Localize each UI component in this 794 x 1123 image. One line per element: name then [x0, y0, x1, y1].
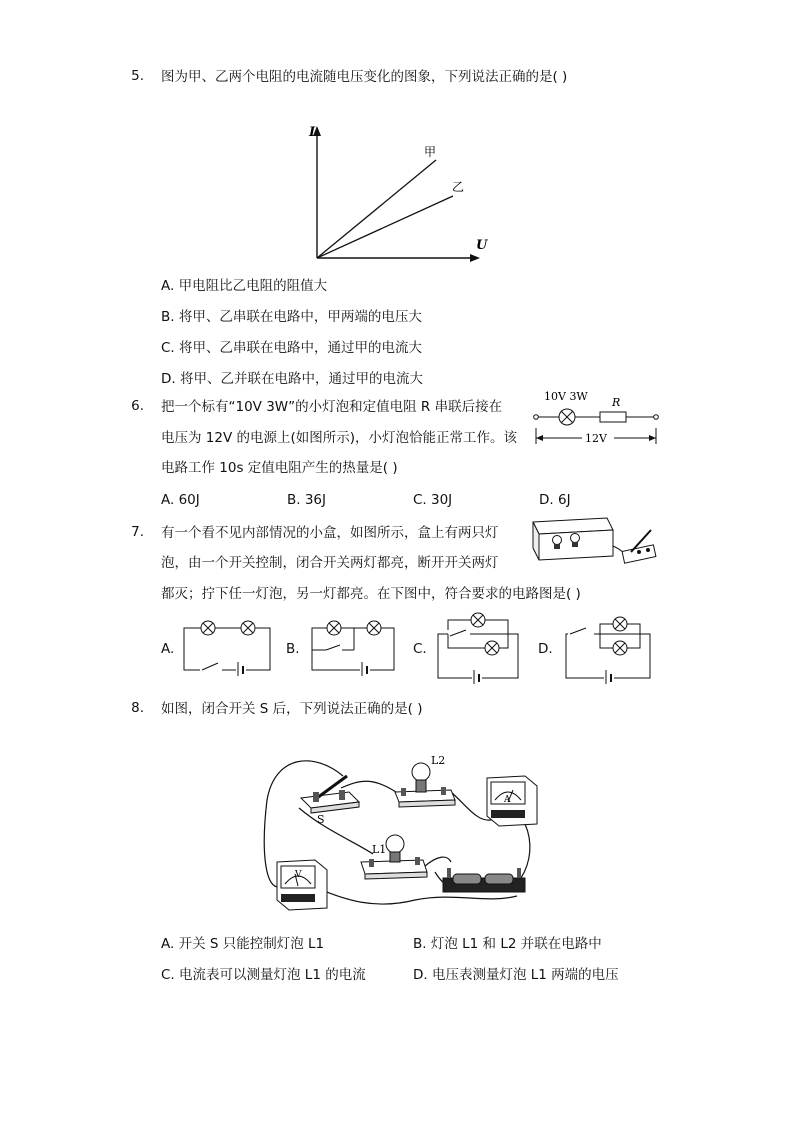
- q7-option-b: B.: [286, 641, 300, 657]
- line-jia: [317, 160, 436, 258]
- lamp2-terminal: [441, 787, 446, 795]
- y-axis-label: I: [309, 125, 316, 140]
- wire: [451, 792, 491, 820]
- q5-option-c: C. 将甲、乙串联在电路中，通过甲的电流大: [161, 340, 423, 356]
- lamp1-socket: [390, 852, 400, 862]
- q8-physical-circuit: [255, 750, 555, 925]
- q7-option-c: C.: [413, 641, 427, 657]
- q7-circuit-c: [432, 612, 524, 684]
- line-yi: [317, 196, 453, 258]
- q7-option-d: D.: [538, 641, 553, 657]
- wire: [299, 808, 373, 854]
- q8-option-c: C. 电流表可以测量灯泡 L1 的电流: [161, 967, 366, 983]
- q5-stem: 图为甲、乙两个电阻的电流随电压变化的图象，下列说法正确的是( ): [161, 69, 568, 85]
- q7-box-illustration: [527, 516, 667, 568]
- lamp2-label: L2: [431, 754, 446, 767]
- battery-terminal: [517, 868, 521, 878]
- q6-option-a: A. 60J: [161, 492, 200, 508]
- lamp1-bulb-icon: [386, 835, 404, 853]
- circuit-loop: [184, 628, 270, 670]
- q7-circuit-a: [180, 618, 276, 676]
- q5-number: 5.: [131, 68, 144, 84]
- q5-iu-graph: [300, 118, 500, 270]
- bulb-base-icon: [572, 542, 578, 547]
- resistor-label: R: [612, 396, 621, 409]
- q6-number: 6.: [131, 398, 144, 414]
- wire: [521, 824, 530, 878]
- q6-stem-line2: 电压为 12V 的电源上(如图所示)，小灯泡恰能正常工作。该: [161, 430, 518, 446]
- q7-option-a: A.: [161, 641, 175, 657]
- switch-terminal: [313, 792, 319, 802]
- q6-circuit-diagram: [530, 386, 666, 448]
- lamp2-socket: [416, 780, 426, 792]
- switch-terminal: [646, 548, 650, 552]
- resistor-symbol: [600, 412, 626, 422]
- q7-circuit-b: [304, 618, 400, 676]
- q8-option-a: A. 开关 S 只能控制灯泡 L1: [161, 936, 325, 952]
- q6-option-d: D. 6J: [539, 492, 571, 508]
- q8-option-d: D. 电压表测量灯泡 L1 两端的电压: [413, 967, 619, 983]
- q7-stem-line1: 有一个看不见内部情况的小盒，如图所示，盒上有两只灯: [161, 525, 499, 541]
- switch-symbol: [326, 645, 340, 650]
- x-axis-arrow: [470, 254, 480, 262]
- q7-circuit-d: [560, 612, 660, 684]
- lamp1-label: L1: [372, 843, 387, 856]
- q7-stem-line2: 泡，由一个开关控制，闭合开关两灯都亮，断开开关两灯: [161, 555, 499, 571]
- q8-stem: 如图，闭合开关 S 后，下列说法正确的是( ): [161, 701, 423, 717]
- ammeter-label: A: [504, 795, 511, 805]
- q6-option-b: B. 36J: [287, 492, 327, 508]
- switch-label: S: [317, 813, 325, 826]
- label-yi: 乙: [452, 180, 465, 194]
- voltmeter-label: V: [295, 870, 302, 880]
- switch-terminal: [637, 550, 641, 554]
- q7-number: 7.: [131, 524, 144, 540]
- bulb-icon: [553, 536, 562, 545]
- q8-number: 8.: [131, 700, 144, 716]
- lamp2-bulb-icon: [412, 763, 430, 781]
- terminal-left: [534, 415, 539, 420]
- switch-terminal: [339, 790, 345, 800]
- voltage-label: 12V: [585, 432, 607, 445]
- ammeter-terminal-strip: [491, 810, 525, 818]
- voltmeter-terminal-strip: [281, 894, 315, 902]
- q6-option-c: C. 30J: [413, 492, 453, 508]
- q7-stem-line3: 都灭；拧下任一灯泡，另一灯都亮。在下图中，符合要求的电路图是( ): [161, 586, 581, 602]
- q5-option-b: B. 将甲、乙串联在电路中，甲两端的电压大: [161, 309, 422, 325]
- bulb-icon: [571, 534, 580, 543]
- lamp1-terminal: [369, 859, 374, 867]
- q6-stem-line3: 电路工作 10s 定值电阻产生的热量是( ): [161, 460, 398, 476]
- circuit-loop: [312, 628, 394, 670]
- q5-option-d: D. 将甲、乙并联在电路中，通过甲的电流大: [161, 371, 423, 387]
- x-axis-label: U: [476, 238, 488, 253]
- lamp2-terminal: [401, 788, 406, 796]
- q6-stem-line1: 把一个标有“10V 3W”的小灯泡和定值电阻 R 串联后接在: [161, 399, 503, 415]
- battery-terminal: [447, 868, 451, 878]
- q5-option-a: A. 甲电阻比乙电阻的阻值大: [161, 278, 328, 294]
- label-jia: 甲: [424, 145, 437, 159]
- lamp-rating-label: 10V 3W: [544, 390, 588, 403]
- bulb-base-icon: [554, 544, 560, 549]
- battery-cell: [485, 874, 513, 884]
- q8-option-b: B. 灯泡 L1 和 L2 并联在电路中: [413, 936, 602, 952]
- lamp1-terminal: [415, 857, 420, 865]
- terminal-right: [654, 415, 659, 420]
- dimension-arrow: [536, 435, 543, 441]
- wire: [425, 857, 451, 866]
- battery-cell: [453, 874, 481, 884]
- dimension-arrow: [649, 435, 656, 441]
